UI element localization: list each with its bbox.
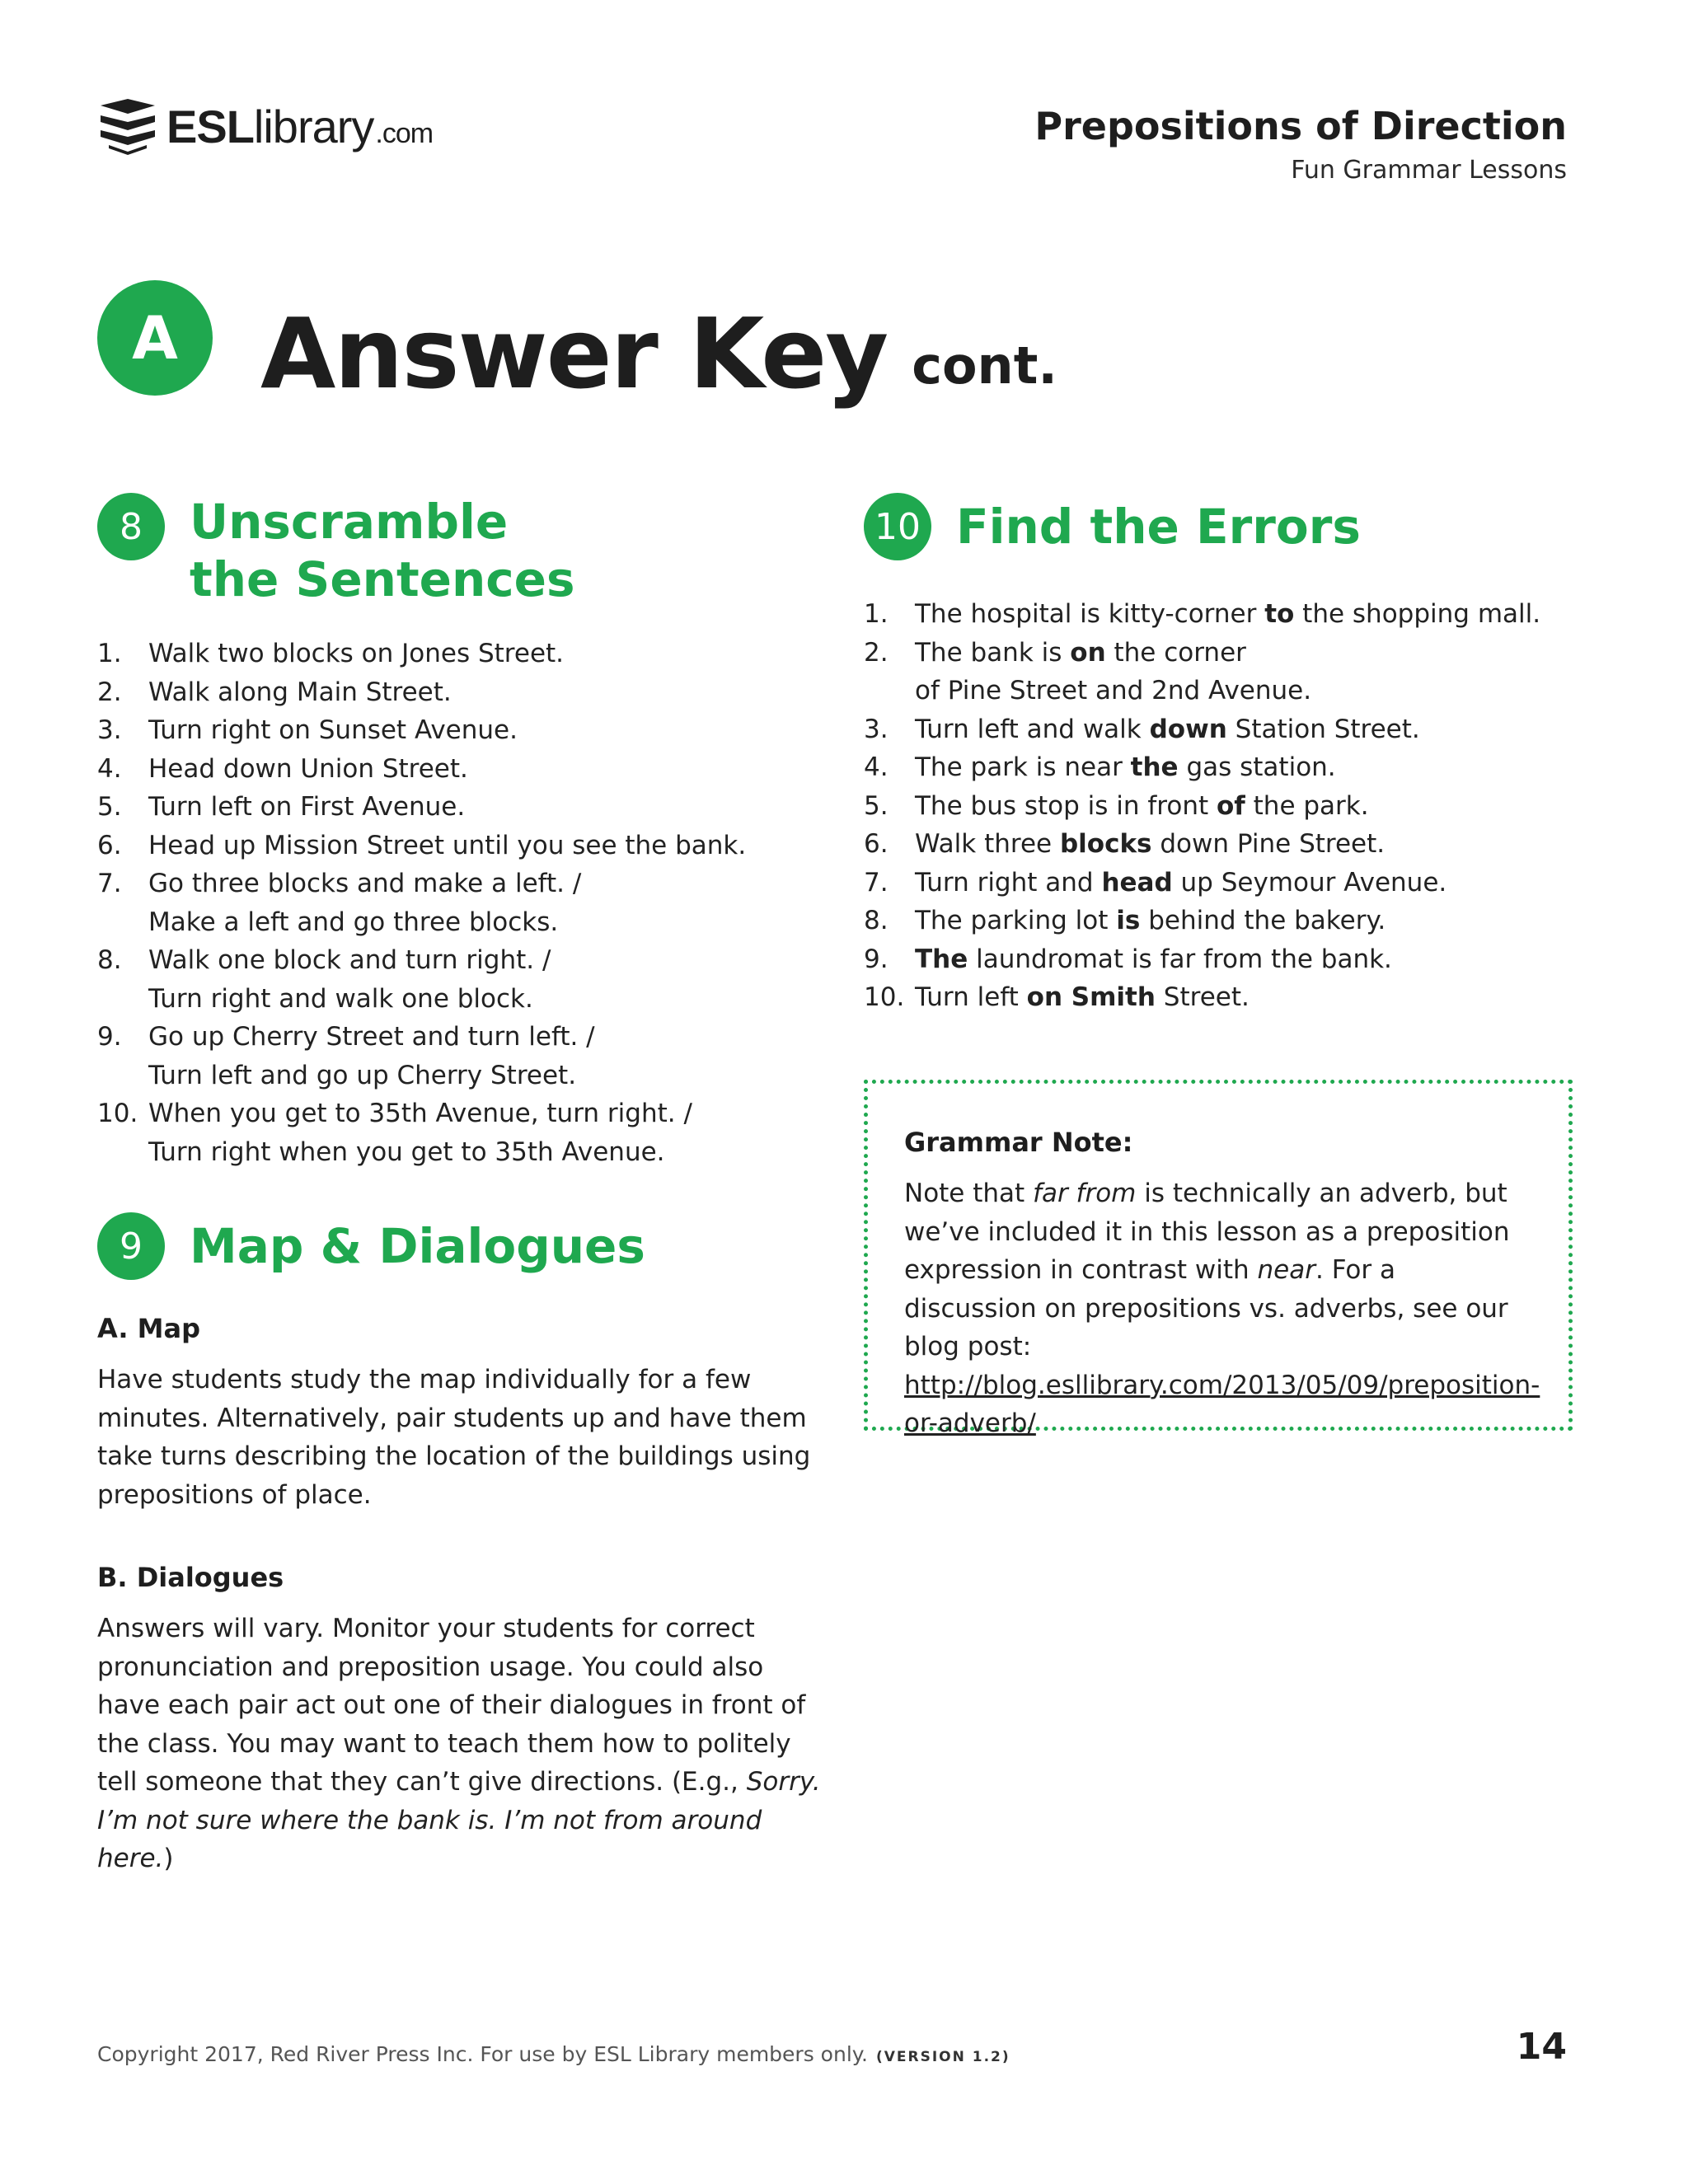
logo-suffix: .com xyxy=(375,118,434,149)
note-italic: far from xyxy=(1033,1179,1137,1208)
item-number: 6. xyxy=(97,830,122,860)
item-correction: on xyxy=(1070,637,1106,668)
item-pre: Walk three xyxy=(915,829,1060,859)
blog-post-link[interactable]: http://blog.esllibrary.com/2013/05/09/preposition-or-adverb/ xyxy=(904,1370,1540,1438)
item-number: 10. xyxy=(864,982,905,1012)
item-line: Turn left and go up Cherry Street. xyxy=(148,1060,577,1090)
item-text xyxy=(148,1094,823,1171)
item-line: of Pine Street and 2nd Avenue. xyxy=(915,676,1312,705)
book-stack-icon xyxy=(97,97,158,157)
item-correction: to xyxy=(1264,599,1295,629)
item-line: Turn right when you get to 35th Avenue. xyxy=(148,1137,665,1167)
item-text xyxy=(915,634,1573,710)
right-column xyxy=(864,493,1573,1017)
page-title-cont: cont. xyxy=(912,335,1057,396)
item-pre: The bus stop is in front xyxy=(915,790,1217,821)
unscramble-answers-list xyxy=(97,635,823,1171)
grammar-note-text xyxy=(904,1174,1540,1443)
item-number: 3. xyxy=(97,715,122,745)
dialogues-subheading: B. Dialogues xyxy=(97,1562,284,1593)
list-item xyxy=(97,1018,823,1094)
item-line: Walk along Main Street. xyxy=(148,677,452,707)
item-pre: The bank is xyxy=(915,637,1071,668)
item-number: 1. xyxy=(864,599,889,629)
document-title-block xyxy=(1034,105,1567,185)
item-line: Turn right on Sunset Avenue. xyxy=(148,715,518,745)
page-number: 14 xyxy=(1516,2026,1567,2068)
left-column xyxy=(97,493,823,1878)
note-text: is technically an adverb, but we’ve included it in this lesson as a preposition expression in contrast with xyxy=(904,1179,1510,1285)
section-title-line: Unscramble xyxy=(190,494,509,550)
item-number: 8. xyxy=(864,906,889,935)
list-item xyxy=(864,902,1573,940)
item-line: Head down Union Street. xyxy=(148,753,468,784)
item-text xyxy=(148,750,823,789)
page-heading xyxy=(97,280,1057,410)
list-item xyxy=(864,864,1573,902)
item-text xyxy=(915,978,1573,1017)
item-correction: is xyxy=(1116,906,1141,935)
item-text xyxy=(915,940,1573,979)
item-text xyxy=(915,595,1573,634)
item-text xyxy=(148,865,823,941)
item-text xyxy=(148,711,823,750)
logo-text xyxy=(166,101,434,152)
item-text xyxy=(148,788,823,827)
list-item xyxy=(864,825,1573,864)
item-text xyxy=(915,825,1573,864)
find-errors-list xyxy=(864,595,1573,1017)
item-post: up Seymour Avenue. xyxy=(1172,867,1447,898)
list-item xyxy=(864,787,1573,826)
item-line: Turn right and walk one block. xyxy=(148,983,533,1014)
dialogues-text: Answers will vary. Monitor your students for correct pronunciation and preposition usage. You could also have each pair act out one of their dialogues in front of the class. You may want to teach them how to politely tell someone that they can’t give directions. (E.g., xyxy=(97,1614,806,1797)
grammar-note-heading: Grammar Note: xyxy=(904,1127,1133,1158)
note-italic: near xyxy=(1257,1255,1315,1285)
item-number: 1. xyxy=(97,639,122,668)
item-post: the shopping mall. xyxy=(1294,599,1541,629)
list-item xyxy=(97,941,823,1018)
section-number-badge: 9 xyxy=(97,1212,165,1280)
item-pre: Turn right and xyxy=(915,867,1102,898)
item-post: gas station. xyxy=(1178,752,1336,782)
item-line: Walk two blocks on Jones Street. xyxy=(148,639,565,668)
version-label: (VERSION 1.2) xyxy=(875,2049,1010,2065)
list-item xyxy=(864,710,1573,749)
item-text xyxy=(148,941,823,1018)
item-number: 2. xyxy=(864,637,889,668)
item-pre: Turn left and walk xyxy=(915,714,1150,744)
item-number: 8. xyxy=(97,945,122,975)
item-number: 6. xyxy=(864,829,889,859)
item-line: Head up Mission Street until you see the bank. xyxy=(148,830,747,860)
item-post: Street. xyxy=(1155,982,1250,1012)
section-title: Map & Dialogues xyxy=(190,1218,645,1274)
list-item xyxy=(864,595,1573,634)
item-text xyxy=(915,902,1573,940)
item-line: Walk one block and turn right. / xyxy=(148,945,551,975)
item-number: 7. xyxy=(97,869,122,898)
item-pre: The parking lot xyxy=(915,906,1117,935)
section-10-heading xyxy=(864,493,1573,560)
item-line: Turn left on First Avenue. xyxy=(148,792,466,822)
section-8-heading xyxy=(97,493,823,608)
list-item xyxy=(97,827,823,865)
list-item xyxy=(97,635,823,673)
item-correction: head xyxy=(1101,867,1173,898)
item-text xyxy=(915,748,1573,787)
list-item xyxy=(97,673,823,712)
dialogues-paragraph xyxy=(97,1610,823,1878)
item-correction: on Smith xyxy=(1026,982,1156,1012)
section-title: Find the Errors xyxy=(956,499,1361,555)
item-text xyxy=(915,710,1573,749)
item-correction: down xyxy=(1149,714,1227,744)
list-item xyxy=(864,748,1573,787)
section-letter-badge: A xyxy=(97,280,213,396)
item-correction: of xyxy=(1216,790,1245,821)
map-subheading: A. Map xyxy=(97,1313,200,1344)
footer-copyright xyxy=(97,2042,1010,2066)
section-number-badge: 8 xyxy=(97,493,165,560)
map-paragraph: Have students study the map individually for a few minutes. Alternatively, pair students up and have them take turns describing the location of the buildings using prepositions of place. xyxy=(97,1365,811,1510)
dialogues-close: ) xyxy=(163,1844,174,1873)
item-correction: the xyxy=(1130,752,1179,782)
list-item xyxy=(97,1094,823,1171)
item-pre: Turn left xyxy=(915,982,1027,1012)
note-text: . For a discussion on prepositions vs. adverbs, see our blog post: xyxy=(904,1255,1508,1361)
list-item xyxy=(864,634,1573,710)
section-number-badge: 10 xyxy=(864,493,931,560)
item-post: the corner xyxy=(1105,637,1246,668)
item-number: 7. xyxy=(864,867,889,898)
grammar-note-box xyxy=(864,1080,1573,1438)
item-post: behind the bakery. xyxy=(1140,906,1386,935)
item-text xyxy=(148,635,823,673)
item-number: 5. xyxy=(864,790,889,821)
section-9-heading xyxy=(97,1212,823,1280)
list-item xyxy=(864,940,1573,979)
document-subtitle: Fun Grammar Lessons xyxy=(1291,155,1567,185)
item-number: 5. xyxy=(97,792,122,822)
item-number: 4. xyxy=(97,753,122,784)
item-correction: blocks xyxy=(1059,829,1152,859)
dialogues-example: Sorry. I’m not sure where the bank is. I’m not from around here. xyxy=(97,1767,821,1873)
item-text xyxy=(915,787,1573,826)
item-post: laundromat is far from the bank. xyxy=(968,944,1392,974)
section-title xyxy=(190,493,575,608)
item-text xyxy=(148,1018,823,1094)
section-title-line: the Sentences xyxy=(190,551,575,607)
note-text: Note that xyxy=(904,1179,1034,1208)
item-text xyxy=(148,673,823,712)
logo-brand: ESL xyxy=(166,101,254,152)
list-item xyxy=(864,978,1573,1017)
item-number: 9. xyxy=(864,944,889,974)
item-text xyxy=(148,827,823,865)
item-number: 3. xyxy=(864,714,889,744)
item-number: 2. xyxy=(97,677,122,707)
item-number: 10. xyxy=(97,1099,138,1128)
item-pre: The park is near xyxy=(915,752,1131,782)
list-item xyxy=(97,711,823,750)
item-post: the park. xyxy=(1245,790,1369,821)
item-number: 4. xyxy=(864,752,889,782)
item-post: Station Street. xyxy=(1226,714,1420,744)
item-line: Make a left and go three blocks. xyxy=(148,907,559,937)
item-text xyxy=(915,864,1573,902)
list-item xyxy=(97,750,823,789)
item-line: Go up Cherry Street and turn left. / xyxy=(148,1022,595,1052)
item-pre: The hospital is kitty-corner xyxy=(915,599,1265,629)
item-line: Go three blocks and make a left. / xyxy=(148,869,582,898)
item-line: When you get to 35th Avenue, turn right. / xyxy=(148,1099,692,1128)
copyright-text: Copyright 2017, Red River Press Inc. For use by ESL Library members only. xyxy=(97,2042,868,2066)
logo-word: library xyxy=(253,101,374,152)
item-number: 9. xyxy=(97,1022,122,1052)
list-item xyxy=(97,865,823,941)
esl-library-logo xyxy=(97,97,433,157)
document-title: Prepositions of Direction xyxy=(1034,104,1567,148)
item-post: down Pine Street. xyxy=(1151,829,1386,859)
item-correction: The xyxy=(915,944,968,974)
list-item xyxy=(97,788,823,827)
page-title: Answer Key xyxy=(260,297,888,410)
